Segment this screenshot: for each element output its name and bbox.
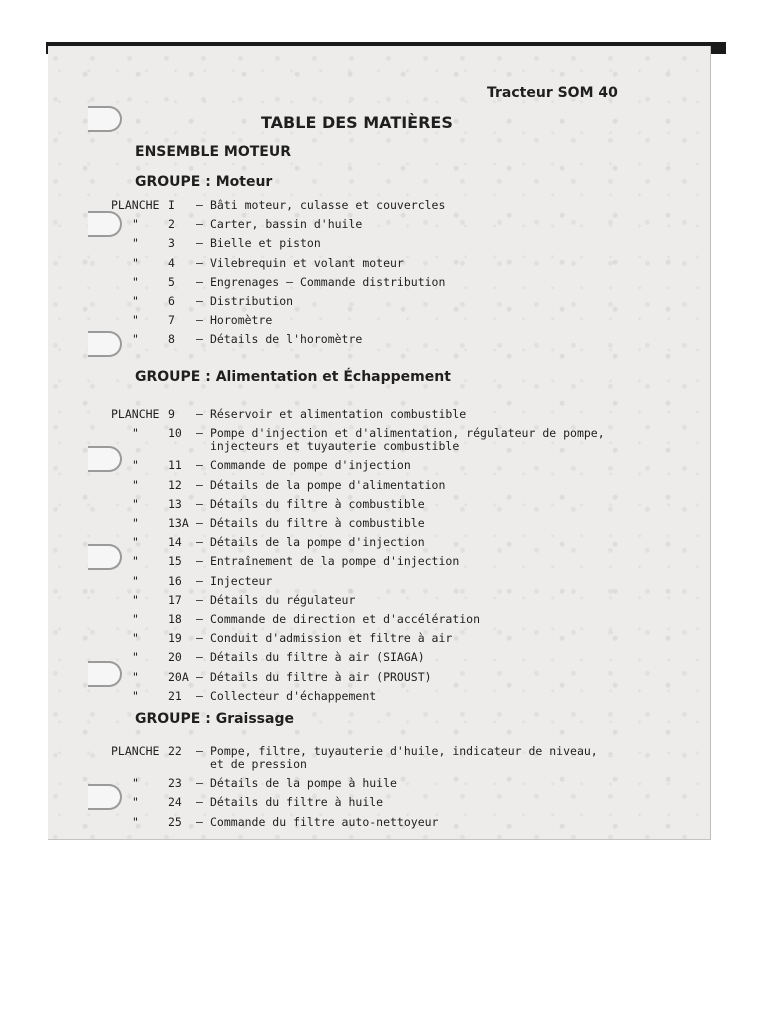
entry-prefix: " <box>132 426 139 441</box>
entry-prefix: " <box>132 496 139 511</box>
group-heading: GROUPE : Alimentation et Échappement <box>135 369 451 385</box>
entry-text: Engrenages – Commande distribution <box>210 274 446 289</box>
entry-number: 2 <box>168 217 175 232</box>
entry-number: 11 <box>168 458 182 473</box>
entry-text: Bâti moteur, culasse et couvercles <box>210 198 446 212</box>
entry-dash: – <box>196 612 203 626</box>
entry-number: 12 <box>168 477 182 492</box>
entry-dash: – <box>196 814 203 829</box>
group-heading: GROUPE : Graissage <box>135 711 294 727</box>
entry-dash: – <box>196 554 203 569</box>
entry-number: 22 <box>168 744 182 758</box>
entry-dash: – <box>196 477 203 492</box>
entry-dash: – <box>196 776 203 791</box>
entry-text: Réservoir et alimentation combustible <box>210 407 467 421</box>
entry-prefix: " <box>132 650 139 665</box>
entry-dash: – <box>196 650 203 665</box>
entry-text: Détails de la pompe à huile <box>210 776 397 791</box>
page-title: TABLE DES MATIÈRES <box>261 113 453 132</box>
entry-dash: – <box>196 236 203 251</box>
entry-number: 19 <box>168 631 182 646</box>
entry-text: Détails de l'horomètre <box>210 332 363 347</box>
entry-text: Pompe d'injection et d'alimentation, régulateur de pompe, <box>210 426 605 441</box>
entry-number: 13 <box>168 496 182 511</box>
entry-dash: – <box>196 217 203 232</box>
entry-number: 25 <box>168 814 182 829</box>
group-heading: GROUPE : Moteur <box>135 174 273 190</box>
entry-text: Distribution <box>210 294 294 308</box>
binder-hole <box>88 446 122 472</box>
entry-number: I <box>168 198 175 212</box>
entry-prefix: PLANCHE <box>111 744 160 758</box>
entry-prefix: " <box>132 274 139 289</box>
entry-number: 18 <box>168 612 182 626</box>
entry-text: Détails du filtre à combustible <box>210 496 425 511</box>
entry-dash: – <box>196 255 203 270</box>
entry-prefix: " <box>132 631 139 646</box>
binder-hole <box>88 784 122 810</box>
entry-text-continued: et de pression <box>210 757 307 771</box>
entry-prefix: " <box>132 313 139 328</box>
entry-text: Détails du régulateur <box>210 592 356 607</box>
entry-number: 17 <box>168 592 182 607</box>
entry-dash: – <box>196 688 203 703</box>
entry-text: Horomètre <box>210 313 273 328</box>
entry-text: Détails du filtre à combustible <box>210 516 425 530</box>
entry-dash: – <box>196 516 203 530</box>
entry-text: Conduit d'admission et filtre à air <box>210 631 453 646</box>
entry-number: 13A <box>168 516 189 530</box>
entry-text: Pompe, filtre, tuyauterie d'huile, indicateur de niveau, <box>210 744 598 758</box>
entry-text: Injecteur <box>210 573 273 588</box>
entry-prefix: " <box>132 516 139 530</box>
entry-number: 24 <box>168 795 182 810</box>
entry-prefix: " <box>132 554 139 569</box>
entry-dash: – <box>196 535 203 550</box>
entry-dash: – <box>196 294 203 308</box>
binder-hole <box>88 106 122 132</box>
entry-dash: – <box>196 313 203 328</box>
entry-dash: — <box>196 407 203 421</box>
entry-number: 8 <box>168 332 175 347</box>
entry-number: 20A <box>168 669 189 684</box>
entry-prefix: " <box>132 795 139 810</box>
entry-number: 3 <box>168 236 175 251</box>
entry-text: Détails de la pompe d'injection <box>210 535 425 550</box>
entry-number: 5 <box>168 274 175 289</box>
entry-dash: – <box>196 458 203 473</box>
binder-hole <box>88 211 122 237</box>
entry-text: Détails de la pompe d'alimentation <box>210 477 446 492</box>
entry-text: Détails du filtre à huile <box>210 795 384 810</box>
entry-prefix: " <box>132 612 139 626</box>
entry-dash: – <box>196 795 203 810</box>
entry-dash: — <box>196 669 203 684</box>
entry-prefix: " <box>132 217 139 232</box>
entry-text: Bielle et piston <box>210 236 321 251</box>
binder-hole <box>88 544 122 570</box>
entry-number: 10 <box>168 426 182 441</box>
entry-dash: – <box>196 426 203 441</box>
entry-prefix: " <box>132 477 139 492</box>
entry-number: 23 <box>168 776 182 791</box>
entry-prefix: PLANCHE <box>111 198 160 212</box>
model-label: Tracteur SOM 40 <box>487 85 618 101</box>
entry-prefix: " <box>132 669 139 684</box>
entry-dash: – <box>196 592 203 607</box>
entry-dash: – <box>196 573 203 588</box>
entry-prefix: " <box>132 573 139 588</box>
entry-number: 21 <box>168 688 182 703</box>
entry-text: Entraînement de la pompe d'injection <box>210 554 460 569</box>
entry-number: 20 <box>168 650 182 665</box>
entry-number: 16 <box>168 573 182 588</box>
entry-prefix: " <box>132 814 139 829</box>
entry-number: 4 <box>168 255 175 270</box>
entry-dash: – <box>196 198 203 212</box>
section-title: ENSEMBLE MOTEUR <box>135 144 291 160</box>
entry-prefix: " <box>132 592 139 607</box>
entry-prefix: " <box>132 688 139 703</box>
entry-text: Détails du filtre à air (SIAGA) <box>210 650 425 665</box>
entry-prefix: " <box>132 535 139 550</box>
entry-text: Vilebrequin et volant moteur <box>210 255 404 270</box>
entry-prefix: " <box>132 458 139 473</box>
entry-number: 9 <box>168 407 175 421</box>
entry-dash: – <box>196 496 203 511</box>
entry-text: Commande du filtre auto-nettoyeur <box>210 814 439 829</box>
entry-text: Collecteur d'échappement <box>210 688 377 703</box>
entry-text: Détails du filtre à air (PROUST) <box>210 669 432 684</box>
entry-prefix: PLANCHE <box>111 407 160 421</box>
entry-prefix: " <box>132 294 139 308</box>
entry-dash: – <box>196 332 203 347</box>
binder-hole <box>88 331 122 357</box>
entry-text: Carter, bassin d'huile <box>210 217 363 232</box>
entry-prefix: " <box>132 332 139 347</box>
entry-text-continued: injecteurs et tuyauterie combustible <box>210 439 460 454</box>
entry-text: Commande de direction et d'accélération <box>210 612 481 626</box>
entry-number: 14 <box>168 535 182 550</box>
entry-prefix: " <box>132 776 139 791</box>
binder-hole <box>88 661 122 687</box>
entry-text: Commande de pompe d'injection <box>210 458 411 473</box>
entry-number: 6 <box>168 294 175 308</box>
entry-dash: – <box>196 274 203 289</box>
entry-number: 15 <box>168 554 182 569</box>
entry-dash: – <box>196 744 203 758</box>
entry-prefix: " <box>132 255 139 270</box>
entry-dash: – <box>196 631 203 646</box>
entry-number: 7 <box>168 313 175 328</box>
entry-prefix: " <box>132 236 139 251</box>
